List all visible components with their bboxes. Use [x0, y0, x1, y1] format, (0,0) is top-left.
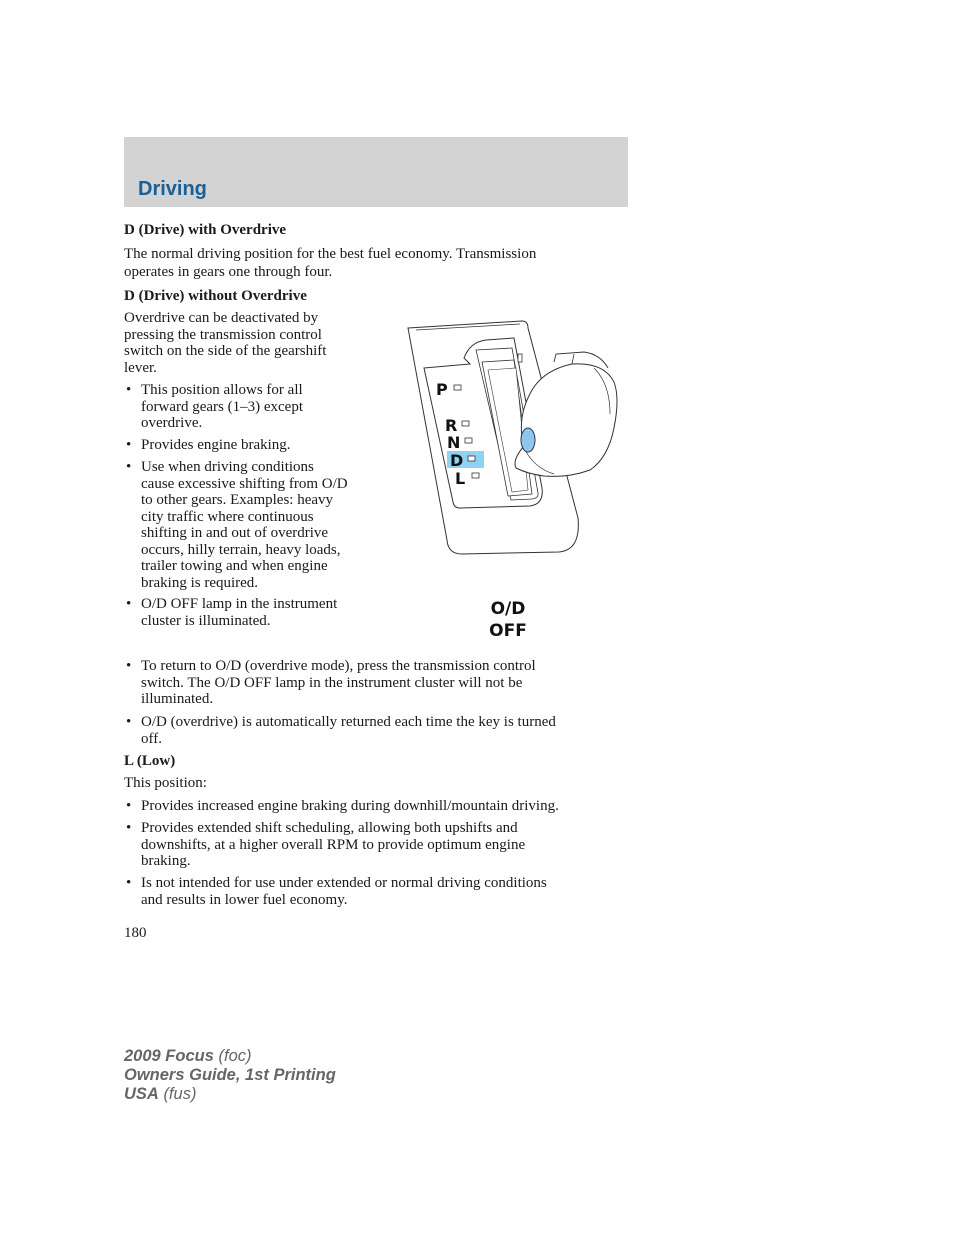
footer-market: USA [124, 1085, 159, 1103]
gear-label-d: D [450, 451, 464, 470]
drive-overdrive-heading: D (Drive) with Overdrive [124, 222, 287, 238]
bullet-line: shifting in and out of overdrive [141, 525, 329, 541]
od-lamp-line: OFF [489, 621, 527, 641]
bullet-line: Use when driving conditions [141, 459, 314, 475]
bullet-line: downshifts, at a higher overall RPM to provide optimum engine [141, 836, 526, 853]
footer-model: 2009 Focus [124, 1047, 214, 1065]
list-item [124, 596, 337, 629]
bullet-icon: • [126, 798, 132, 814]
footer-line-2 [124, 1066, 336, 1085]
footer-model-code: (foc) [218, 1047, 252, 1065]
gear-label-n: N [447, 433, 461, 452]
list-item [124, 437, 291, 454]
bullet-icon: • [126, 820, 132, 836]
bullet-line: overdrive. [141, 415, 203, 431]
gear-label-p: P [436, 380, 448, 399]
bullet-line: illuminated. [141, 691, 214, 707]
bullet-line: Provides engine braking. [141, 437, 291, 453]
overdrive-switch-button [521, 428, 535, 452]
list-item [124, 798, 559, 815]
low-heading: L (Low) [124, 753, 176, 769]
bullet-line: and results in lower fuel economy. [141, 891, 348, 908]
bullet-line: occurs, hilly terrain, heavy loads, [141, 541, 341, 558]
intro-line: pressing the transmission control [124, 326, 322, 343]
bullet-line: braking is required. [141, 574, 259, 591]
bullet-line: cluster is illuminated. [141, 612, 271, 629]
list-item [124, 658, 536, 708]
bullet-line: city traffic where continuous [141, 508, 314, 525]
drive-overdrive-text-line-2: operates in gears one through four. [124, 264, 333, 280]
intro-line: Overdrive can be deactivated by [124, 310, 319, 326]
intro-line: switch on the side of the gearshift [124, 343, 327, 359]
bullet-line: To return to O/D (overdrive mode), press the transmission control [141, 658, 536, 674]
low-intro: This position: [124, 775, 207, 791]
bullet-line: switch. The O/D OFF lamp in the instrument cluster will not be [141, 674, 523, 691]
bullet-icon: • [126, 459, 132, 475]
list-item [124, 459, 348, 591]
footer-line-1 [124, 1047, 336, 1066]
bullet-icon: • [126, 437, 132, 453]
gear-label-r: R [445, 416, 458, 435]
gear-label-l: L [455, 469, 466, 488]
bullet-line: trailer towing and when engine [141, 558, 328, 574]
list-item [124, 714, 556, 747]
list-item [124, 820, 525, 870]
bullet-icon: • [126, 658, 132, 674]
drive-overdrive-text-line-1: The normal driving position for the best fuel economy. Transmission [124, 246, 537, 262]
document-footer [124, 1047, 336, 1104]
gearshift-illustration [404, 318, 620, 560]
footer-edition: Owners Guide, 1st Printing [124, 1066, 336, 1084]
page-number: 180 [124, 925, 147, 941]
bullet-line: O/D OFF lamp in the instrument [141, 596, 338, 612]
bullet-line: Is not intended for use under extended or normal driving conditions [141, 875, 547, 891]
footer-market-code: (fus) [163, 1085, 197, 1103]
section-title: Driving [138, 178, 207, 200]
list-item [124, 382, 303, 432]
drive-no-overdrive-intro [124, 310, 326, 376]
bullet-icon: • [126, 714, 132, 730]
footer-line-3 [124, 1085, 336, 1104]
bullet-line: forward gears (1–3) except [141, 398, 304, 415]
bullet-line: This position allows for all [141, 382, 303, 398]
bullet-icon: • [126, 382, 132, 398]
od-lamp-line: O/D [490, 599, 526, 619]
bullet-line: braking. [141, 853, 191, 869]
od-off-lamp [487, 598, 529, 642]
intro-line: lever. [124, 359, 157, 376]
bullet-line: O/D (overdrive) is automatically returned each time the key is turned [141, 714, 556, 730]
bullet-icon: • [126, 875, 132, 891]
bullet-icon: • [126, 596, 132, 612]
bullet-line: Provides increased engine braking during downhill/mountain driving. [141, 798, 559, 814]
bullet-line: to other gears. Examples: heavy [141, 492, 334, 508]
list-item [124, 875, 547, 908]
bullet-line: off. [141, 730, 162, 747]
section-header [124, 137, 628, 207]
bullet-line: cause excessive shifting from O/D [141, 475, 348, 492]
bullet-line: Provides extended shift scheduling, allowing both upshifts and [141, 820, 518, 836]
drive-no-overdrive-heading: D (Drive) without Overdrive [124, 288, 307, 304]
